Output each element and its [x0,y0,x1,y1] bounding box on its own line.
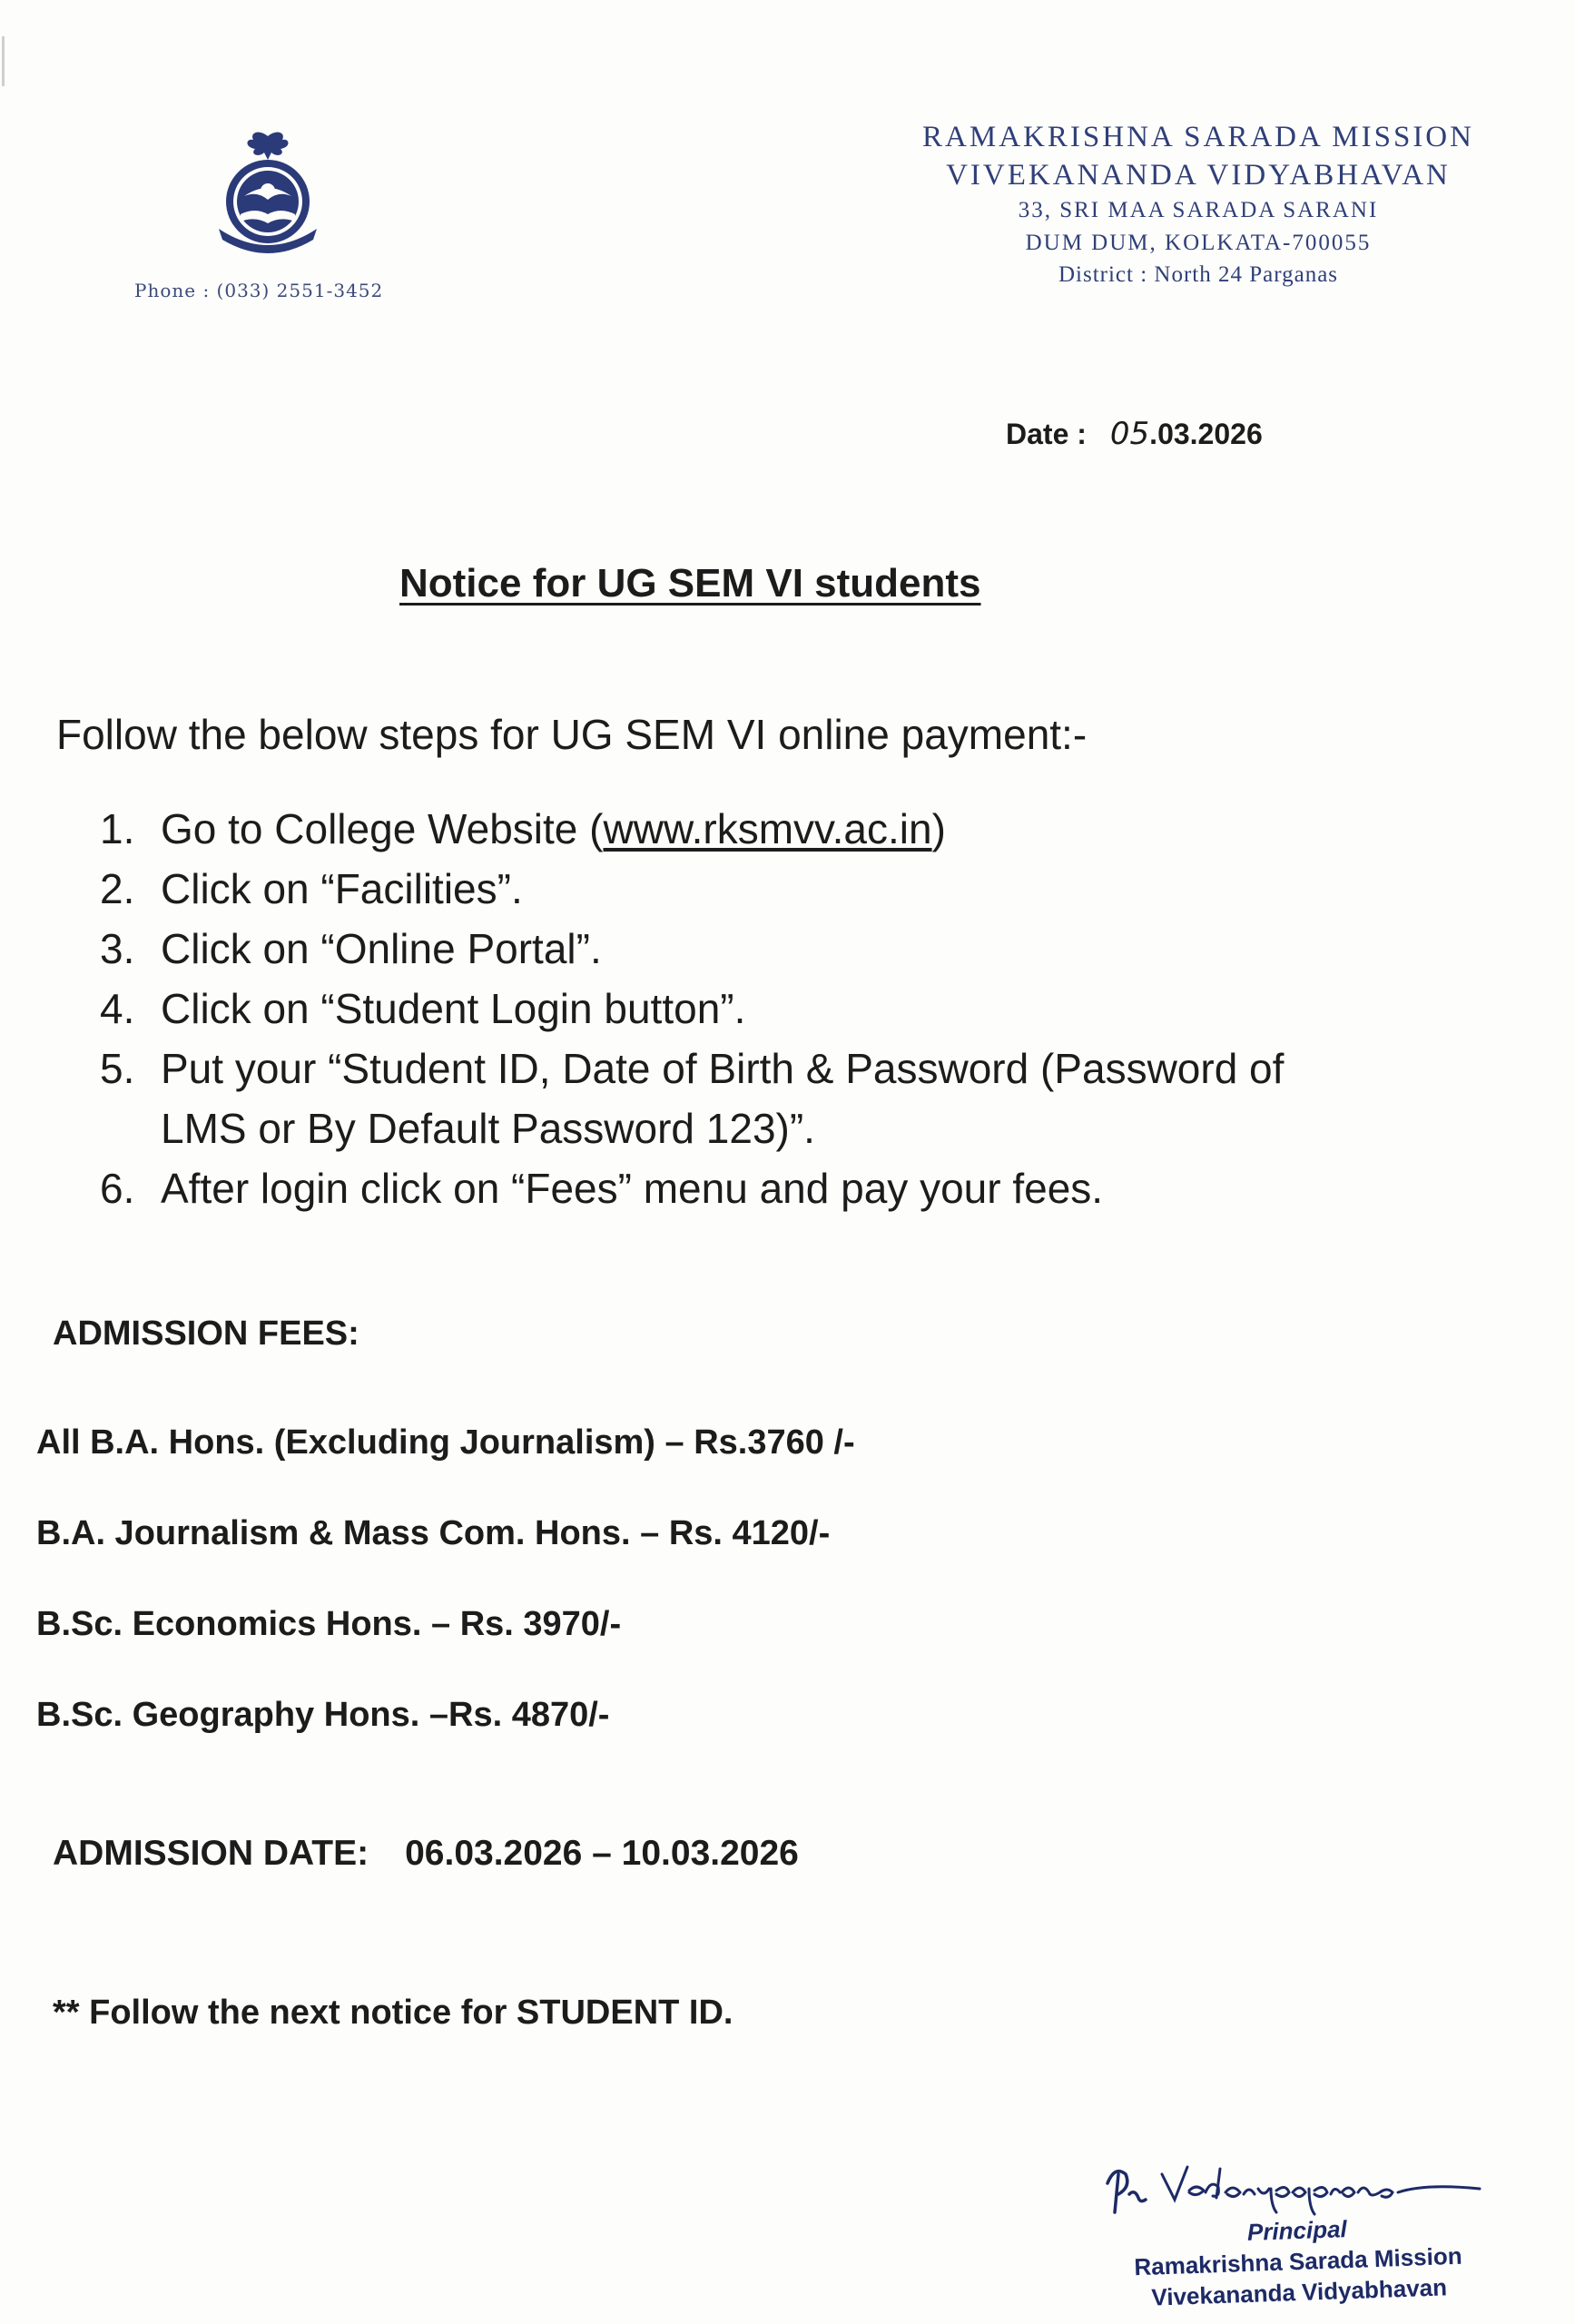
signatory-org-line1: Ramakrishna Sarada Mission [1133,2241,1463,2281]
step-item [100,799,1371,859]
signatory-title: Principal [1246,2215,1348,2246]
district-line: District : North 24 Parganas [1058,262,1339,287]
step-text-after: ) [931,805,946,852]
step-number: 2. [100,865,135,912]
admission-date [53,1834,799,1874]
signatory-org-line2: Vivekananda Vidyabhavan [1150,2273,1448,2311]
step-number: 5. [100,1045,135,1092]
mission-emblem-icon [195,127,340,263]
step-text: Put your “Student ID, Date of Birth & Password (Password of LMS or By Default Password 123)”. [161,1045,1285,1152]
date-day-handwritten: 05 [1109,416,1150,452]
fee-row-bsc-geography: B.Sc. Geography Hons. –Rs. 4870/- [36,1696,610,1734]
admission-date-value: 06.03.2026 – 10.03.2026 [405,1834,799,1873]
step-item [100,859,1371,919]
step-text [161,799,1371,859]
notice-intro: Follow the below steps for UG SEM VI online payment:- [56,711,1088,758]
step-text: Click on “Facilities”. [161,865,523,912]
fee-row-ba-journalism: B.A. Journalism & Mass Com. Hons. – Rs. 4120/- [36,1514,831,1552]
college-website-link[interactable]: www.rksmvv.ac.in [603,805,932,852]
step-item [100,1039,1371,1158]
margin-mark [2,36,5,86]
notice-date [1006,416,1263,452]
address-line2: DUM DUM, KOLKATA-700055 [1025,231,1372,255]
step-number: 3. [100,925,135,972]
date-label: Date : [1006,418,1087,450]
notice-title: Notice for UG SEM VI students [399,561,981,606]
org-name-line2: VIVEKANANDA VIDYABHAVAN [946,159,1451,192]
step-text-before: Go to College Website ( [161,805,604,852]
address-line1: 33, SRI MAA SARADA SARANI [1018,198,1379,222]
step-number: 1. [100,805,135,852]
fee-row-bsc-economics: B.Sc. Economics Hons. – Rs. 3970/- [36,1605,622,1643]
admission-date-label: ADMISSION DATE: [53,1834,369,1873]
org-name-line1: RAMAKRISHNA SARADA MISSION [922,121,1474,153]
step-item [100,979,1371,1039]
step-text: Click on “Online Portal”. [161,925,602,972]
fee-row-ba-hons: All B.A. Hons. (Excluding Journalism) – Rs.3760 /- [36,1423,855,1462]
admission-fees-heading: ADMISSION FEES: [53,1315,359,1353]
phone-number: Phone : (033) 2551-3452 [134,280,384,301]
step-number: 6. [100,1165,135,1212]
step-text: Click on “Student Login button”. [161,985,746,1032]
letterhead [871,118,1525,290]
step-item [100,919,1371,979]
step-number: 4. [100,985,135,1032]
student-id-footnote: ** Follow the next notice for STUDENT ID. [53,1994,733,2032]
step-item [100,1158,1371,1218]
payment-steps-list [100,799,1371,1218]
date-rest: .03.2026 [1149,418,1263,450]
signatory-block [1097,2208,1499,2314]
step-text: After login click on “Fees” menu and pay your fees. [161,1165,1104,1212]
